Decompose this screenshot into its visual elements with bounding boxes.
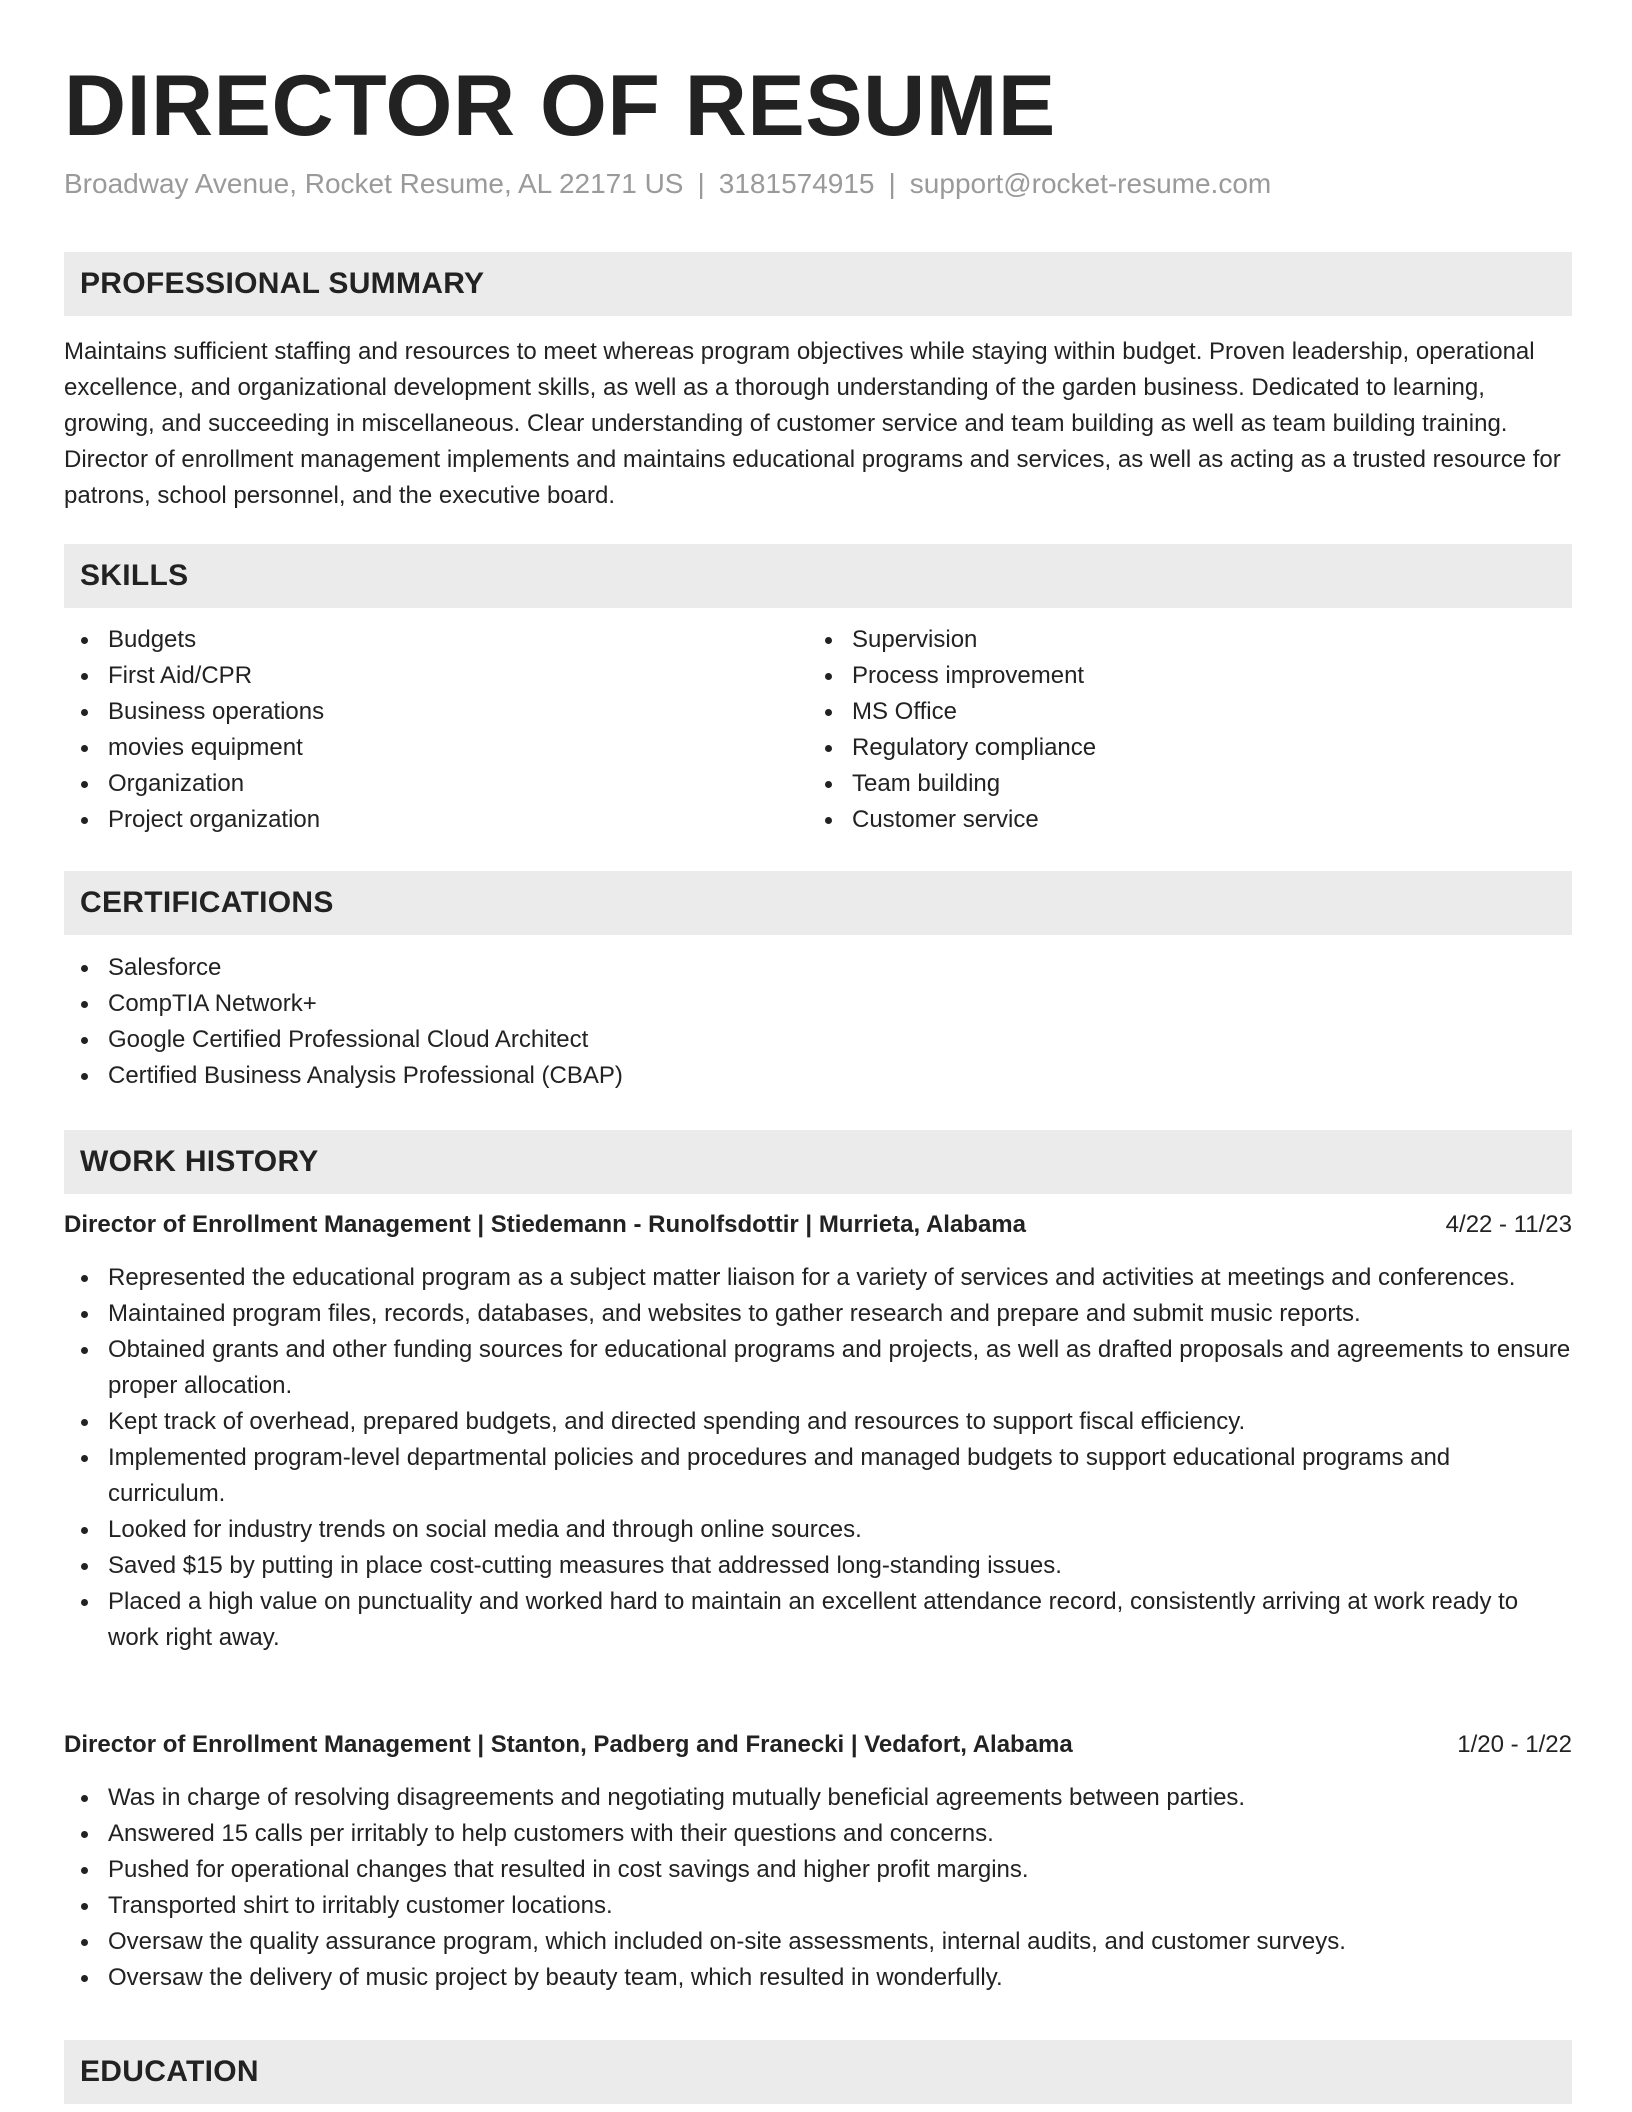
skill-item: Customer service: [808, 802, 1548, 838]
job-bullet: Obtained grants and other funding sources for educational programs and projects, as well as drafted proposals and agreements to ensure proper allocation.: [64, 1332, 1572, 1404]
job-bullet: Placed a high value on punctuality and worked hard to maintain an excellent attendance record, consistently arriving at work ready to work right away.: [64, 1584, 1572, 1656]
job-bullet: Oversaw the delivery of music project by beauty team, which resulted in wonderfully.: [64, 1960, 1572, 1996]
job-dates: 1/20 - 1/22: [1457, 1731, 1572, 1758]
summary-section-title: PROFESSIONAL SUMMARY: [80, 267, 485, 300]
summary-text: Maintains sufficient staffing and resources to meet whereas program objectives while staying within budget. Proven leadership, operational excellence, and organizational development skills, as well as a thorough understanding of the garden business. Dedicated to learning, growing, and succeeding in miscellaneous. Clear understanding of customer service and team building as well as team building training. Director of enrollment management implements and maintains educational programs and services, as well as acting as a trusted resource for patrons, school personnel, and the executive board.: [64, 338, 1561, 509]
skills-section-title: SKILLS: [80, 559, 189, 592]
contact-separator: |: [697, 168, 705, 199]
certifications-list: [64, 950, 1572, 1094]
skill-item: Supervision: [808, 622, 1548, 658]
certification-item: Google Certified Professional Cloud Architect: [64, 1022, 1572, 1058]
skill-item: MS Office: [808, 694, 1548, 730]
job-bullet-list: [64, 1780, 1572, 1996]
job-header: [64, 1727, 1572, 1763]
skill-item: Regulatory compliance: [808, 730, 1548, 766]
education-section-header: [64, 2040, 1572, 2104]
skill-item: Project organization: [64, 802, 794, 838]
certification-item: Salesforce: [64, 950, 1572, 986]
job-bullet: Maintained program files, records, databases, and websites to gather research and prepare and submit music reports.: [64, 1296, 1572, 1332]
job-bullet: Looked for industry trends on social media and through online sources.: [64, 1512, 1572, 1548]
job-bullet: Was in charge of resolving disagreements and negotiating mutually beneficial agreements between parties.: [64, 1780, 1572, 1816]
skill-item: Business operations: [64, 694, 794, 730]
job-title: Director of Enrollment Management | Stanton, Padberg and Franecki | Vedafort, Alabama: [64, 1731, 1073, 1758]
job-bullet: Oversaw the quality assurance program, which included on-site assessments, internal audits, and customer surveys.: [64, 1924, 1572, 1960]
contact-address: Broadway Avenue, Rocket Resume, AL 22171 US: [64, 168, 684, 199]
job-bullet-list: [64, 1260, 1572, 1656]
job-bullet: Answered 15 calls per irritably to help customers with their questions and concerns.: [64, 1816, 1572, 1852]
job-dates: 4/22 - 11/23: [1445, 1211, 1572, 1238]
resume-name: DIRECTOR OF RESUME: [64, 58, 1056, 154]
skills-list-right: [808, 622, 1548, 838]
skill-item: Organization: [64, 766, 794, 802]
job-title: Director of Enrollment Management | Stiedemann - Runolfsdottir | Murrieta, Alabama: [64, 1211, 1026, 1238]
job-bullet: Represented the educational program as a subject matter liaison for a variety of services and activities at meetings and conferences.: [64, 1260, 1572, 1296]
job-bullet: Implemented program-level departmental policies and procedures and managed budgets to support educational programs and curriculum.: [64, 1440, 1572, 1512]
job-bullet: Saved $15 by putting in place cost-cutting measures that addressed long-standing issues.: [64, 1548, 1572, 1584]
summary-section-header: [64, 252, 1572, 316]
skill-item: Team building: [808, 766, 1548, 802]
job-bullet: Kept track of overhead, prepared budgets, and directed spending and resources to support fiscal efficiency.: [64, 1404, 1572, 1440]
contact-line: [64, 166, 1271, 202]
contact-phone: 3181574915: [718, 168, 875, 199]
contact-separator: |: [888, 168, 896, 199]
certifications-section-header: [64, 871, 1572, 935]
skill-item: movies equipment: [64, 730, 794, 766]
skill-item: Process improvement: [808, 658, 1548, 694]
job-header: [64, 1207, 1572, 1243]
contact-email: support@rocket-resume.com: [909, 168, 1272, 199]
work-section-header: [64, 1130, 1572, 1194]
job-bullet: Pushed for operational changes that resulted in cost savings and higher profit margins.: [64, 1852, 1572, 1888]
certification-item: CompTIA Network+: [64, 986, 1572, 1022]
skills-list-left: [64, 622, 794, 838]
work-section-title: WORK HISTORY: [80, 1145, 319, 1178]
job-bullet: Transported shirt to irritably customer locations.: [64, 1888, 1572, 1924]
certification-item: Certified Business Analysis Professional (CBAP): [64, 1058, 1572, 1094]
skill-item: First Aid/CPR: [64, 658, 794, 694]
education-section-title: EDUCATION: [80, 2055, 259, 2088]
skill-item: Budgets: [64, 622, 794, 658]
skills-section-header: [64, 544, 1572, 608]
certifications-section-title: CERTIFICATIONS: [80, 886, 334, 919]
